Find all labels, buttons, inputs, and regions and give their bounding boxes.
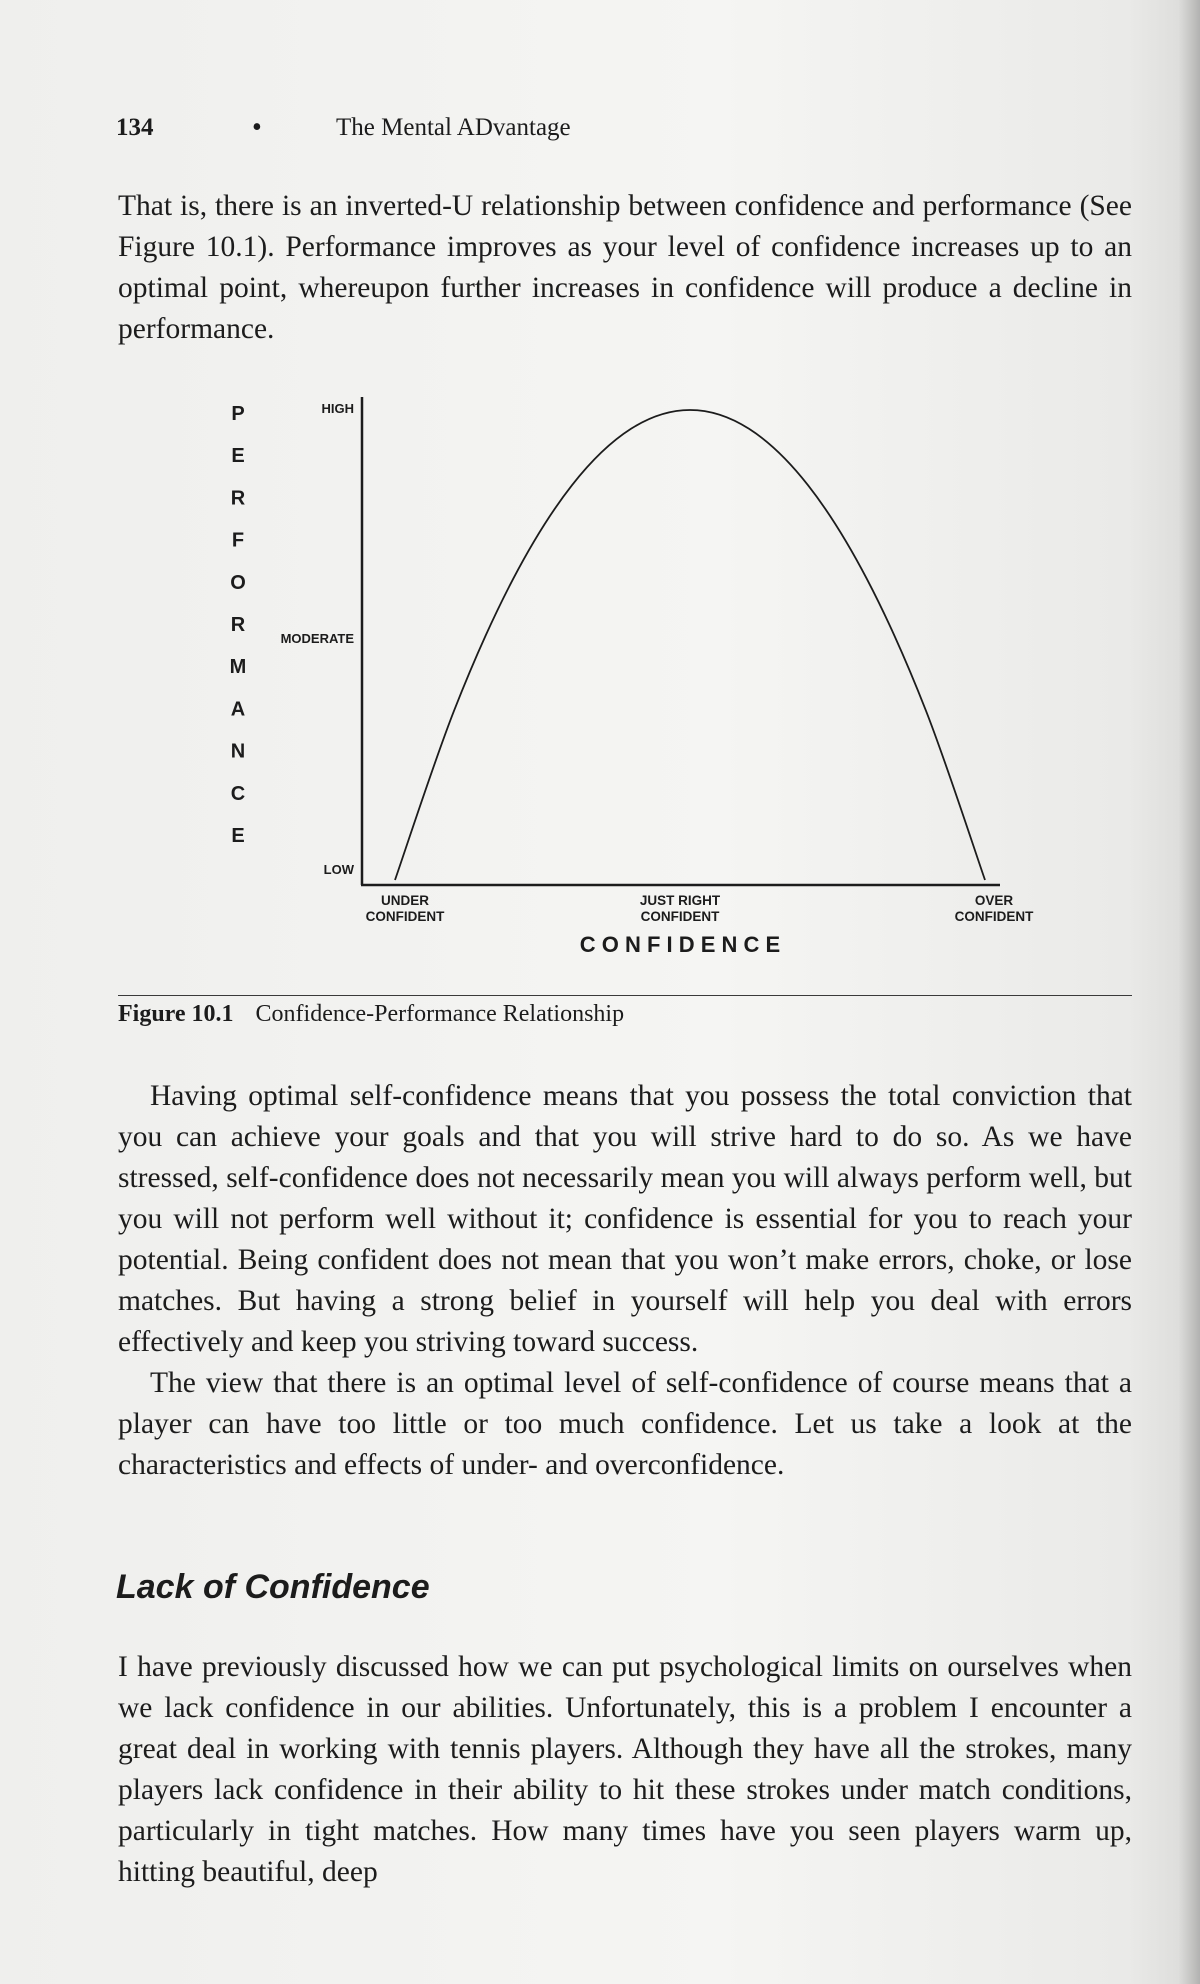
y-axis-title-letter: R bbox=[230, 614, 246, 636]
y-level-low: LOW bbox=[323, 862, 354, 877]
section-paragraph: I have previously discussed how we can put psychological limits on ourselves when we lack confidence in our abilities. Unfortunately, this is a problem I encounter a great deal in working with tennis players. Although they have all the strokes, many players lack confidence in their ability to hit these strokes under match conditions, particularly in tight matches. How many times have you seen players warm up, hitting beautiful, deep bbox=[118, 1651, 1132, 1888]
body-text bbox=[118, 1076, 1132, 1486]
page-edge-shadow bbox=[1178, 0, 1200, 1984]
x-axis-title: C O N F I D E N C E bbox=[579, 932, 781, 957]
page-number: 134 bbox=[116, 114, 154, 141]
header-bullet: • bbox=[252, 112, 262, 143]
figure-divider bbox=[118, 995, 1132, 996]
y-axis-title-letter: E bbox=[231, 825, 245, 847]
book-title: The Mental ADvantage bbox=[336, 114, 571, 141]
y-level-high: HIGH bbox=[321, 401, 354, 416]
body-paragraph-2: The view that there is an optimal level of self-confidence of course means that a player can have too little or too much confidence. Let us take a look at the characteristics and effects of under- and overconfidence. bbox=[118, 1367, 1132, 1481]
x-category-label: JUST RIGHT bbox=[639, 893, 721, 908]
x-category-labels bbox=[366, 893, 1034, 924]
intro-paragraph bbox=[118, 186, 1132, 350]
y-axis-title-letter: R bbox=[230, 487, 246, 510]
y-axis-title-letter: F bbox=[231, 529, 245, 552]
body-paragraph-1: Having optimal self-confidence means that you possess the total conviction that you can achieve your goals and that you will strive hard to do so. As we have stressed, self-confidence does not necessarily mean you will always perform well, but you will not perform well without it; confidence is essential for you to reach your potential. Being confident does not mean that you won’t make errors, choke, or lose matches. But having a strong belief in yourself will help you deal with errors effectively and keep you striving toward success. bbox=[118, 1080, 1132, 1358]
x-category-label: UNDER bbox=[380, 893, 430, 908]
y-axis-title-letter: A bbox=[230, 698, 246, 721]
inverted-u-curve bbox=[395, 410, 985, 880]
intro-text: That is, there is an inverted-U relationship between confidence and performance (See Figure 10.1). Performance improves as your level of confidence increases up to an optimal point, whereupon further increases in confidence will produce a decline in performance. bbox=[118, 190, 1132, 345]
figure-caption bbox=[118, 1001, 624, 1028]
section-body bbox=[118, 1647, 1132, 1893]
y-axis-title-letter: M bbox=[229, 656, 247, 679]
x-category-label: OVER bbox=[974, 893, 1014, 908]
y-axis-title-letter: N bbox=[230, 740, 246, 763]
caption-text: Confidence-Performance Relationship bbox=[255, 1001, 625, 1027]
y-axis-title-letter: P bbox=[231, 403, 245, 425]
y-axis-title-letter: E bbox=[231, 445, 245, 468]
x-category-label: CONFIDENT bbox=[365, 909, 445, 924]
running-head bbox=[116, 108, 1120, 148]
x-category-label: CONFIDENT bbox=[954, 909, 1034, 924]
y-axis-title-letter: C bbox=[230, 782, 246, 805]
x-category-label: CONFIDENT bbox=[640, 909, 720, 924]
y-axis-title-letter: O bbox=[230, 571, 246, 594]
section-heading: Lack of Confidence bbox=[116, 1568, 430, 1606]
y-level-moderate: MODERATE bbox=[280, 631, 354, 646]
y-axis-title bbox=[230, 403, 247, 847]
caption-label: Figure 10.1 bbox=[118, 1001, 234, 1027]
inverted-u-chart bbox=[0, 380, 1200, 980]
figure-10-1 bbox=[0, 380, 1200, 980]
